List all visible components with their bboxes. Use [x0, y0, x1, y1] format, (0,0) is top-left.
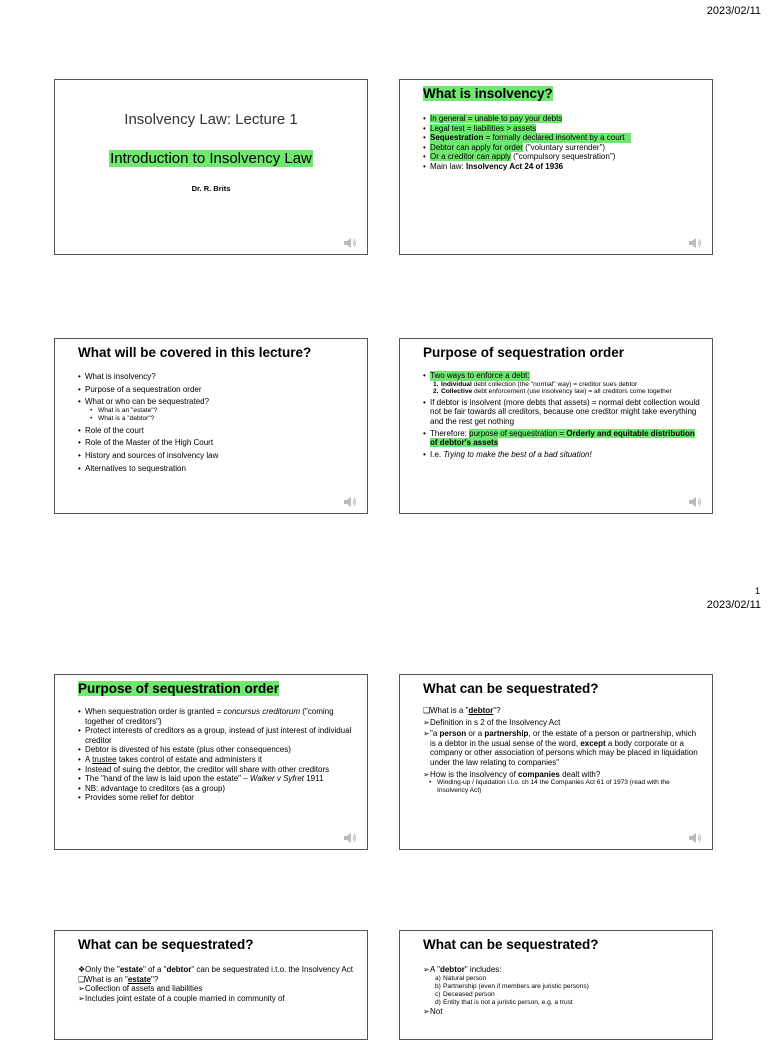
list-item: • History and sources of insolvency law	[78, 450, 219, 460]
list-item: • In general = unable to pay your debts	[423, 114, 563, 123]
slide-what-can-be-sequestrated	[399, 674, 713, 850]
list-item: ❑ What is an "estate"?	[78, 974, 159, 984]
slide-title	[54, 79, 368, 255]
slide-heading: Purpose of sequestration order	[423, 345, 625, 360]
list-item: ➢ Definition in s 2 of the Insolvency Act	[423, 717, 561, 727]
list-item: • Debtor is divested of his estate (plus other consequences)	[78, 745, 291, 755]
sub-item: b) Partnership (even if members are juristic persons)	[435, 982, 589, 990]
list-item: • Sequestration = formally declared insolvent by a court	[423, 133, 702, 143]
slide-heading: What is insolvency?	[423, 86, 553, 101]
list-item: • A trustee takes control of estate and administers it	[78, 754, 262, 764]
list-item: • I.e. Trying to make the best of a bad situation!	[423, 449, 592, 459]
list-item: • When sequestration order is granted = concursus creditorum ("coming together of creditors")	[78, 707, 334, 726]
slide-heading: Purpose of sequestration order	[78, 681, 280, 696]
list-item: ➢ How is the insolvency of companies dealt with?	[423, 769, 601, 779]
slide-heading: What will be covered in this lecture?	[78, 345, 312, 360]
speaker-icon	[343, 238, 357, 248]
list-item: • Provides some relief for debtor	[78, 793, 194, 803]
list-item: • What is insolvency?	[78, 372, 156, 381]
slide-purpose-sequestration	[399, 338, 713, 514]
list-item: • Role of the Master of the High Court	[78, 438, 214, 448]
sub-item: c) Deceased person	[435, 990, 495, 998]
list-item: • Role of the court	[78, 425, 144, 435]
list-item: • Instead of suing the debtor, the creditor will share with other creditors	[78, 764, 330, 774]
list-item: • If debtor is insolvent (more debts that assets) = normal debt collection would not be fair towards all creditors, because one creditor might take everything and the rest get nothing	[423, 397, 700, 426]
list-item: ➢ A "debtor" includes:	[423, 965, 502, 974]
sub-item: d) Entity that is not a juristic person, e.g. a trust	[435, 998, 573, 1006]
list-item: • Or a creditor can apply ("compulsory sequestration")	[423, 152, 616, 162]
slide-heading: What can be sequestrated?	[78, 937, 254, 952]
list-item: • Purpose of a sequestration order	[78, 384, 202, 394]
sub-item: • Winding-up / liquidation i.t.o. ch 14 the Companies Act 61 of 1973 (read with the Insolvency Act)	[429, 779, 670, 795]
slide-lecture-overview	[54, 338, 368, 514]
list-item: • Two ways to enforce a debt:	[423, 371, 530, 380]
page-date: 2023/02/11	[706, 599, 761, 611]
page-number: 1	[754, 586, 760, 596]
list-item: • The "hand of the law is laid upon the estate" – Walker v Syfret 1911	[78, 774, 324, 784]
list-item: • Debtor can apply for order ("voluntary surrender")	[423, 142, 606, 152]
list-item: • Protect interests of creditors as a group, instead of just interest of individual creditor	[78, 726, 352, 745]
list-item: • What or who can be sequestrated?	[78, 397, 210, 407]
sub-item: • What is a "debtor"?	[90, 414, 155, 422]
slide-heading: What can be sequestrated?	[423, 937, 599, 952]
speaker-icon	[343, 497, 357, 507]
list-item: • Alternatives to sequestration	[78, 463, 186, 473]
speaker-icon	[343, 833, 357, 843]
page-date: 2023/02/11	[706, 5, 761, 17]
speaker-icon	[688, 833, 702, 843]
list-item: ➢ Not	[423, 1006, 443, 1016]
speaker-icon	[688, 497, 702, 507]
sub-item: • What is an "estate"?	[90, 406, 158, 414]
sub-item: 2. Collective debt enforcement (use insolvency law) = all creditors come together	[433, 388, 672, 396]
sub-item: a) Natural person	[435, 974, 487, 982]
list-item: ➢ Collection of assets and liabilities	[78, 984, 203, 994]
author: Dr. R. Brits	[191, 184, 231, 193]
lecture-title: Insolvency Law: Lecture 1	[124, 111, 298, 128]
list-item: ➢ Includes joint estate of a couple married in community of	[78, 993, 285, 1003]
list-item: • Legal test = liabilities > assets	[423, 123, 537, 133]
lecture-subtitle: Introduction to Insolvency Law	[110, 150, 312, 167]
slide-heading: What can be sequestrated?	[423, 681, 599, 696]
list-item: ➢ "a person or a partnership, or the estate of a person or partnership, which is a debtor in the usual sense of the word, except a body corporate or a company or other association of persons which may be placed in liquidation under the law relating to companies"	[423, 729, 698, 767]
sub-item: 1. Individual debt collection (the "normal" way) = creditor sues debtor	[433, 380, 638, 388]
speaker-icon	[688, 238, 702, 248]
list-item: • NB: advantage to creditors (as a group)	[78, 783, 226, 793]
list-item: • Therefore: purpose of sequestration = Orderly and equitable distribution of debtor's assets	[423, 428, 695, 448]
slide-what-is-insolvency	[399, 79, 713, 255]
slide-purpose-sequestration-2	[54, 674, 368, 850]
list-item: ❑ What is a "debtor"?	[423, 706, 501, 715]
list-item: • Main law: Insolvency Act 24 of 1936	[423, 161, 564, 171]
list-item: ❖ Only the "estate" of a "debtor" can be sequestrated i.t.o. the Insolvency Act	[78, 965, 353, 974]
